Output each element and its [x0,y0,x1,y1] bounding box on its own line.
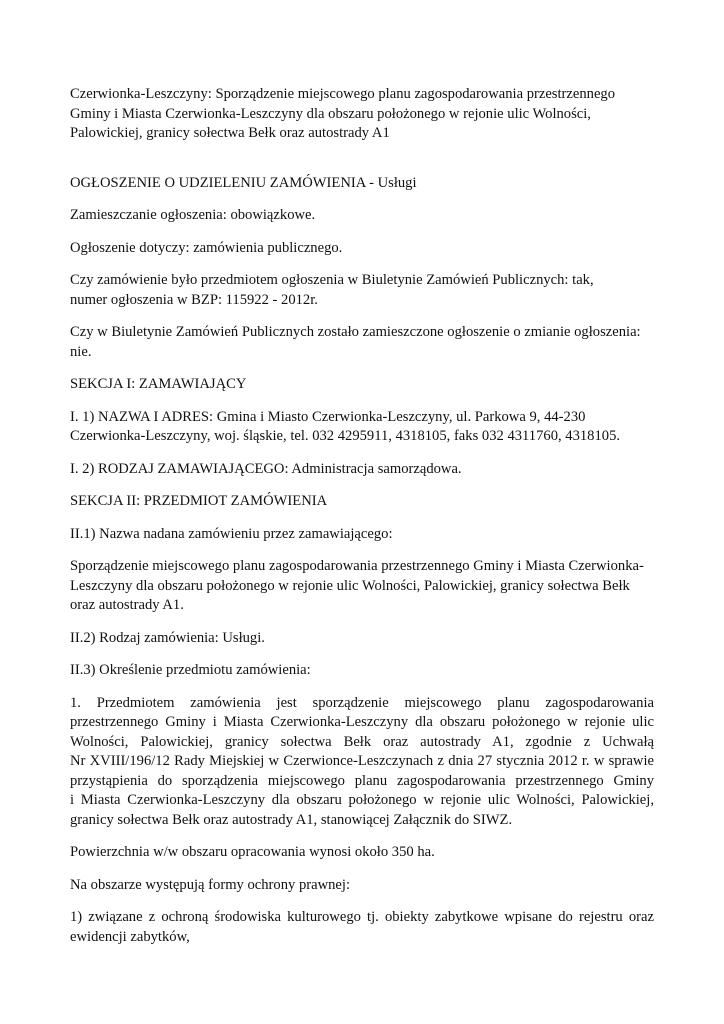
protection-line: ewidencji zabytków, [70,928,190,945]
order-kind: II.2) Rodzaj zamówienia: Usługi. [70,629,265,646]
protection-intro: Na obszarze występują formy ochrony prawnej: [70,876,351,893]
document-page [70,85,654,947]
subject-line: przestrzennego Gminy i Miasta Czerwionka-Leszczyny dla obszaru położonego w rejonie ulic [70,714,654,730]
address-line: I. 1) NAZWA I ADRES: Gmina i Miasto Czerwionka-Leszczyny, ul. Parkowa 9, 44-230 [70,408,586,425]
notice-type: OGŁOSZENIE O UDZIELENIU ZAMÓWIENIA - Usługi [70,174,417,191]
bzp-line: Czy zamówienie było przedmiotem ogłoszenia w Biuletynie Zamówień Publicznych: tak, [70,272,594,288]
change-notice-line: nie. [70,343,92,360]
protection-item [70,908,654,947]
section-2-heading: SEKCJA II: PRZEDMIOT ZAMÓWIENIA [70,493,328,509]
subject-description [70,694,654,831]
posting-status: Zamieszczanie ogłoszenia: obowiązkowe. [70,207,316,223]
subject-line: Wolności, Palowickiej, granicy sołectwa Bełk oraz autostrady A1, zgodnie z Uchwałą [70,733,654,750]
subject-line: Nr XVIII/196/12 Rady Miejskiej w Czerwionce-Leszczynach z dnia 27 stycznia 2012 r. w sprawie [70,753,654,769]
subject-line: granicy sołectwa Bełk oraz autostrady A1, stanowiącej Załącznik do SIWZ. [70,811,513,828]
subject-line: i Miasta Czerwionka-Leszczyny dla obszaru położonego w rejonie ulic Wolności, Palowickiej, [70,792,654,808]
order-name-heading: II.1) Nazwa nadana zamówieniu przez zamawiającego: [70,525,393,542]
title-line: Czerwionka-Leszczyny: Sporządzenie miejscowego planu zagospodarowania przestrzennego [70,86,616,102]
subject-line: przystąpienia do sporządzenia miejscowego planu zagospodarowania przestrzennego Gminy [70,772,654,789]
protection-line: 1) związane z ochroną środowiska kulturowego tj. obiekty zabytkowe wpisane do rejestru oraz [70,909,654,925]
address-line: Czerwionka-Leszczyny, woj. śląskie, tel. 032 4295911, 4318105, faks 032 4311760, 4318105. [70,428,621,444]
order-name-line: oraz autostrady A1. [70,597,184,613]
notice-concerns: Ogłoszenie dotyczy: zamówienia publicznego. [70,239,343,256]
area-size: Powierzchnia w/w obszaru opracowania wynosi około 350 ha. [70,844,435,860]
change-notice-info [70,323,654,362]
order-name-line: Leszczyny dla obszaru położonego w rejonie ulic Wolności, Palowickiej, granicy sołectwa Bełk [70,577,630,594]
title-line: Palowickiej, granicy sołectwa Bełk oraz autostrady A1 [70,125,390,141]
bzp-info [70,271,654,310]
title-line: Gminy i Miasta Czerwionka-Leszczyny dla obszaru położonego w rejonie ulic Wolności, [70,105,591,122]
document-title [70,85,654,144]
order-name-line: Sporządzenie miejscowego planu zagospodarowania przestrzennego Gminy i Miasta Czerwionka- [70,558,644,574]
name-and-address [70,408,654,447]
order-name [70,557,654,616]
contractor-type: I. 2) RODZAJ ZAMAWIAJĄCEGO: Administracja samorządowa. [70,460,462,477]
section-1-heading: SEKCJA I: ZAMAWIAJĄCY [70,376,247,392]
subject-heading: II.3) Określenie przedmiotu zamówienia: [70,662,311,678]
change-notice-line: Czy w Biuletynie Zamówień Publicznych zostało zamieszczone ogłoszenie o zmianie ogłoszenia: [70,324,641,340]
subject-line: 1. Przedmiotem zamówienia jest sporządzenie miejscowego planu zagospodarowania [70,694,654,711]
bzp-line: numer ogłoszenia w BZP: 115922 - 2012r. [70,291,318,308]
